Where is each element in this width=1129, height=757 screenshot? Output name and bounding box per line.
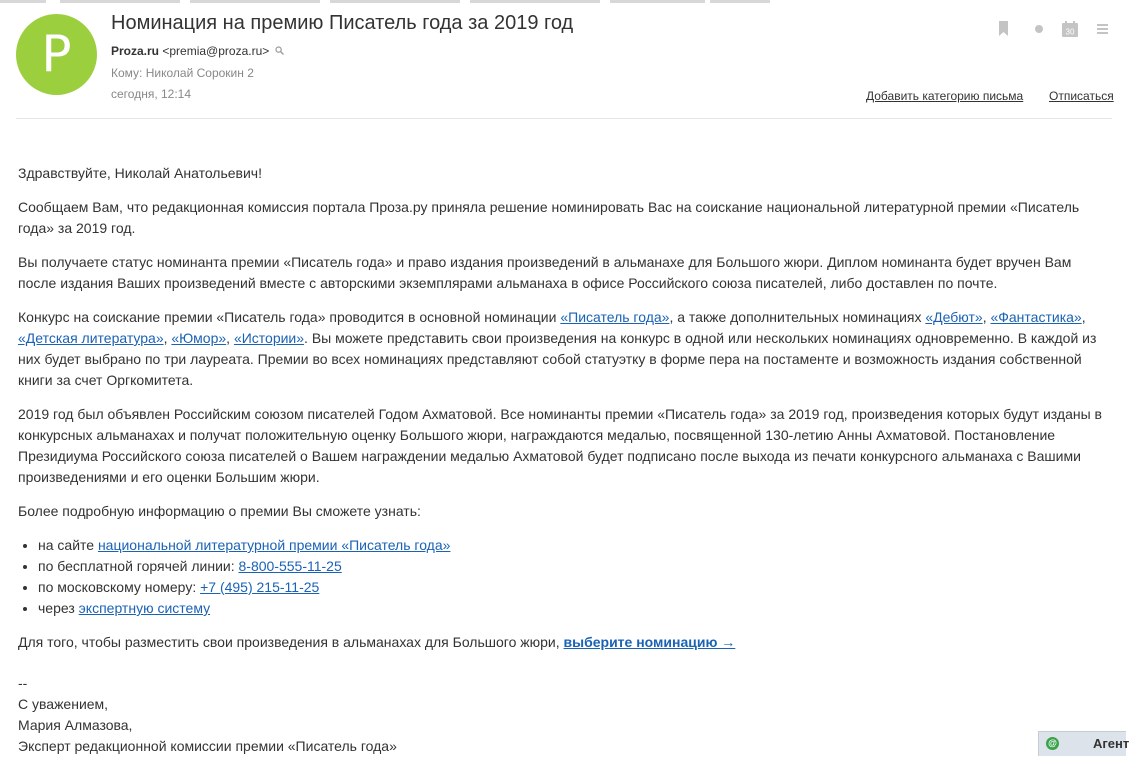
message-body: [18, 163, 1112, 757]
signature-line: --: [18, 675, 28, 691]
list-item: [38, 556, 1112, 577]
paragraph-3: [18, 307, 1112, 391]
signature-line: Мария Алмазова,: [18, 717, 133, 733]
list-item-text: через: [38, 600, 79, 616]
separator: ,: [1081, 309, 1086, 325]
to-label: Кому:: [111, 66, 143, 80]
nomination-fantasy-link[interactable]: «Фантастика»: [990, 309, 1082, 325]
list-item: [38, 535, 1112, 556]
sender-line[interactable]: [111, 44, 284, 58]
paragraph-6: [18, 632, 1112, 653]
text: Конкурс на соискание премии «Писатель года» проводится в основной номинации: [18, 309, 561, 325]
sender-avatar: P: [16, 14, 97, 95]
recipient-line: [111, 66, 254, 80]
agent-icon: @: [1046, 737, 1059, 750]
message-date: сегодня, 12:14: [111, 87, 192, 101]
sender-name[interactable]: Proza.ru: [111, 44, 160, 58]
award-site-link[interactable]: национальной литературной премии «Писатель года»: [97, 537, 451, 553]
dot-icon[interactable]: [1030, 20, 1048, 38]
agent-bar[interactable]: [1038, 731, 1129, 756]
text: , а также дополнительных номинациях: [669, 309, 926, 325]
top-toolbar-strip: [0, 0, 1125, 3]
header-divider: [16, 118, 1112, 119]
list-item-text: по бесплатной горячей линии:: [38, 558, 239, 574]
nomination-debut-link[interactable]: «Дебют»: [925, 309, 983, 325]
expert-system-link[interactable]: экспертную систему: [78, 600, 211, 616]
paragraph-1: Сообщаем Вам, что редакционная комиссия портала Проза.ру приняла решение номинировать Вас на соискание национальной литературной премии «Писатель года» за 2019 год.: [18, 199, 1080, 236]
paragraph-2: Вы получаете статус номинанта премии «Писатель года» и право издания произведений в альманахе для Большого жюри. Диплом номинанта будет вручен Вам после издания Ваших произведений вместе с авторскими экземплярами альманаха в офисе Российского союза писателей, либо доставлен по почте.: [18, 254, 1072, 291]
greeting: Здравствуйте, Николай Анатольевич!: [18, 165, 262, 181]
text: Для того, чтобы разместить свои произведения в альманахах для Большого жюри,: [18, 634, 564, 650]
separator: ,: [226, 330, 234, 346]
nomination-writer-link[interactable]: «Писатель года»: [560, 309, 670, 325]
text: . Вы можете представить свои произведения на конкурс в одной или нескольких номинациях одновременно. В каждой из них будет выбрано по три лауреата. Премии во всех номинациях представляют собой статуэтку в форме пера на постаменте и возможность издания собственной книги за счет Оргкомитета.: [18, 330, 1097, 388]
signature-line: С уважением,: [18, 696, 109, 712]
nomination-stories-link[interactable]: «Истории»: [233, 330, 305, 346]
moscow-phone-link[interactable]: +7 (495) 215-11-25: [200, 579, 320, 595]
agent-label[interactable]: Агент: [1093, 736, 1129, 751]
add-category-link[interactable]: Добавить категорию письма: [866, 89, 1024, 103]
paragraph-5: Более подробную информацию о премии Вы сможете узнать:: [18, 503, 421, 519]
calendar-icon[interactable]: [1061, 20, 1079, 38]
hotline-phone-link[interactable]: 8-800-555-11-25: [238, 558, 342, 574]
list-item-text: на сайте: [38, 537, 98, 553]
list-item: [38, 577, 1112, 598]
menu-icon[interactable]: [1094, 20, 1112, 38]
sender-email[interactable]: <premia@proza.ru>: [162, 44, 270, 58]
separator: ,: [163, 330, 172, 346]
nomination-humor-link[interactable]: «Юмор»: [171, 330, 227, 346]
bookmark-icon[interactable]: [995, 20, 1013, 38]
choose-nomination-link[interactable]: выберите номинацию →: [563, 634, 736, 650]
recipient-name[interactable]: Николай Сорокин 2: [145, 66, 254, 80]
info-list: [18, 535, 1112, 619]
separator: ,: [982, 309, 991, 325]
signature-line: Эксперт редакционной комиссии премии «Писатель года»: [18, 738, 397, 754]
message-subject: Номинация на премию Писатель года за 2019 год: [111, 12, 574, 34]
signature: [18, 673, 1112, 757]
list-item-text: по московскому номеру:: [38, 579, 201, 595]
list-item: [38, 598, 1112, 619]
calendar-day: 30: [1065, 27, 1075, 37]
paragraph-4: 2019 год был объявлен Российским союзом писателей Годом Ахматовой. Все номинанты премии «Писатель года» за 2019 год, произведения которых будут изданы в конкурсных альманахах и получат положительную оценку Большого жюри, награждаются медалью, посвященной 130-летию Анны Ахматовой. Постановление Президиума Российского союза писателей о Вашем награждении медалью Ахматовой будет подписано после выхода из печати конкурсного альманаха с Вашими произведениями и его оценки Большим жюри.: [18, 406, 1102, 485]
search-icon[interactable]: [275, 46, 284, 58]
unsubscribe-link[interactable]: Отписаться: [1049, 89, 1114, 103]
nomination-children-link[interactable]: «Детская литература»: [18, 330, 164, 346]
